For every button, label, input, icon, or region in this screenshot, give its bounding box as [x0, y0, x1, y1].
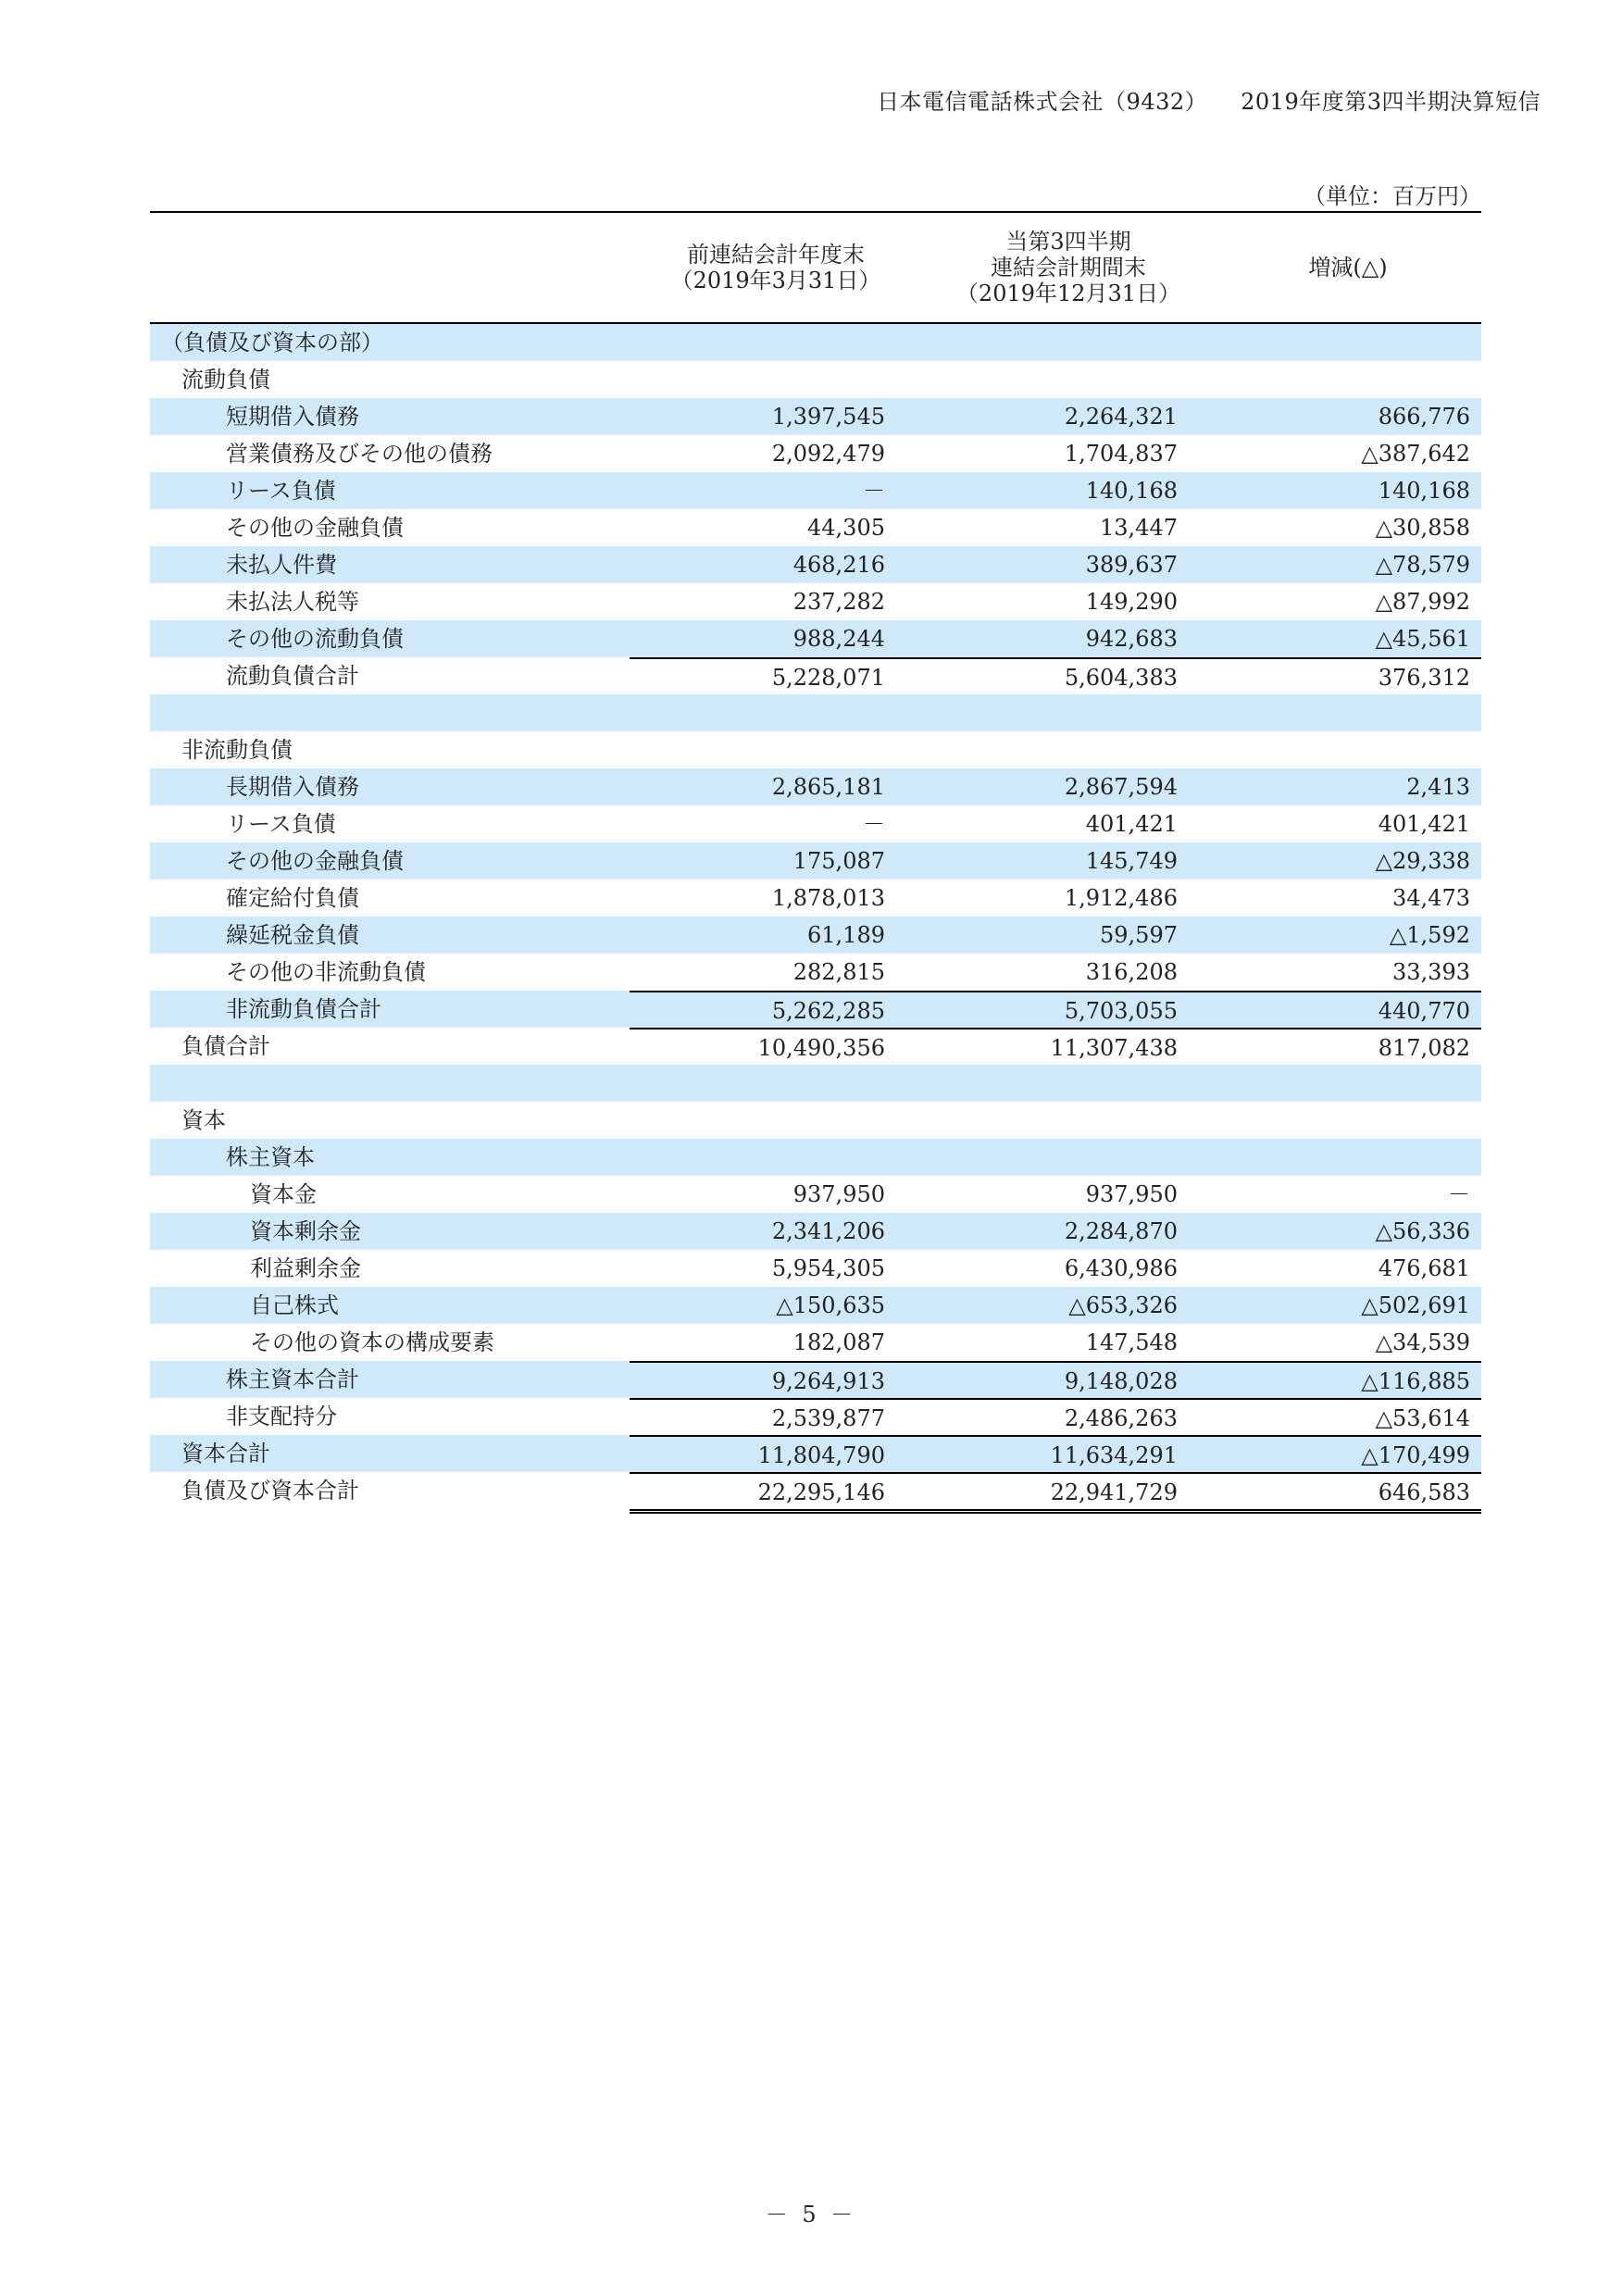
value-curr: 13,447 [1100, 515, 1178, 541]
value-curr: 59,597 [1100, 922, 1178, 948]
table-row [150, 546, 1481, 583]
value-curr: 145,749 [1085, 848, 1178, 874]
table-row [150, 620, 1481, 657]
value-curr: 22,941,729 [922, 1472, 1215, 1509]
table-row [150, 1139, 1481, 1176]
table-row [150, 435, 1481, 472]
table-row [150, 694, 1481, 731]
table-row [150, 361, 1481, 398]
value-prev: － [863, 478, 885, 504]
table-row [150, 1176, 1481, 1213]
row-label: その他の金融負債 [226, 515, 404, 541]
value-diff: － [1448, 1181, 1470, 1207]
row-label: 短期借入債務 [226, 404, 359, 430]
value-diff: 646,583 [1215, 1472, 1481, 1509]
table-row [150, 842, 1481, 880]
value-prev: 2,539,877 [630, 1398, 922, 1435]
value-prev: 2,341,206 [771, 1218, 885, 1244]
value-diff: 401,421 [1378, 811, 1470, 837]
table-row [150, 472, 1481, 509]
table-header [150, 211, 1481, 324]
row-label: 株主資本合計 [226, 1366, 359, 1392]
value-prev: 5,954,305 [771, 1255, 885, 1281]
row-label: 非支配持分 [226, 1404, 337, 1429]
value-diff: △53,614 [1215, 1398, 1481, 1435]
value-prev: 937,950 [792, 1181, 885, 1207]
value-curr: 2,284,870 [1064, 1218, 1178, 1244]
table-row [150, 324, 1481, 361]
table-row [150, 1250, 1481, 1287]
value-diff: 866,776 [1378, 404, 1470, 430]
row-label: 利益剰余金 [250, 1255, 361, 1281]
value-diff: △45,561 [1375, 626, 1470, 652]
table-total-row [150, 1435, 1481, 1472]
value-diff: 440,770 [1215, 991, 1481, 1028]
value-diff: △30,858 [1375, 515, 1470, 541]
row-label: 資本 [181, 1107, 226, 1133]
row-label: その他の金融負債 [226, 848, 404, 874]
table-total-row [150, 1028, 1481, 1065]
value-diff: △87,992 [1375, 589, 1470, 615]
row-label: 非流動負債 [181, 737, 293, 763]
value-curr: 5,604,383 [922, 657, 1215, 694]
value-diff: △502,691 [1361, 1292, 1470, 1318]
value-prev: 9,264,913 [630, 1361, 922, 1398]
grand-total-double-rule [630, 1509, 1481, 1514]
value-diff: △29,338 [1375, 848, 1470, 874]
page-number: － 5 － [765, 2202, 857, 2227]
value-prev: 5,262,285 [630, 991, 922, 1028]
row-label: 営業債務及びその他の債務 [226, 441, 493, 467]
value-curr: 2,264,321 [1064, 404, 1178, 430]
value-prev: 2,092,479 [771, 441, 885, 467]
row-label: 負債及び資本合計 [181, 1478, 359, 1504]
value-prev: 282,815 [792, 959, 885, 985]
value-prev: 22,295,146 [630, 1472, 922, 1509]
value-diff: △56,336 [1375, 1218, 1470, 1244]
table-body [150, 324, 1481, 1514]
row-label: 資本金 [250, 1181, 317, 1207]
row-label: 資本合計 [181, 1441, 270, 1466]
value-prev: － [863, 811, 885, 837]
value-diff: △34,539 [1375, 1329, 1470, 1355]
row-label: リース負債 [226, 478, 336, 504]
value-curr: 6,430,986 [1064, 1255, 1178, 1281]
row-label: その他の流動負債 [226, 626, 404, 652]
table-row [150, 583, 1481, 620]
row-label: 繰延税金負債 [226, 922, 359, 948]
value-prev: 175,087 [792, 848, 885, 874]
table-row [150, 731, 1481, 768]
row-label: 非流動負債合計 [226, 996, 381, 1022]
value-curr: 9,148,028 [922, 1361, 1215, 1398]
value-prev: △150,635 [776, 1292, 885, 1318]
row-label: （負債及び資本の部） [161, 330, 383, 356]
value-prev: 11,804,790 [630, 1435, 922, 1472]
value-prev: 44,305 [807, 515, 885, 541]
unit-label: （単位：百万円） [1304, 183, 1481, 209]
table-total-row [150, 1361, 1481, 1398]
row-label: 長期借入債務 [226, 774, 359, 800]
column-header-curr: 当第3四半期 連結会計期間末 （2019年12月31日） [955, 229, 1181, 306]
column-header-diff: 増減(△) [1308, 255, 1388, 281]
value-diff: △387,642 [1361, 441, 1470, 467]
row-label: 未払人件費 [226, 552, 337, 578]
report-title: 2019年度第3四半期決算短信 [1241, 89, 1541, 115]
row-label: 確定給付負債 [226, 885, 359, 911]
column-header-prev: 前連結会計年度末 （2019年3月31日） [670, 242, 881, 293]
value-prev: 61,189 [807, 922, 885, 948]
table-row [150, 509, 1481, 546]
value-prev: 5,228,071 [630, 657, 922, 694]
row-label: 自己株式 [250, 1292, 339, 1318]
row-label: その他の非流動負債 [226, 959, 426, 985]
value-curr: 389,637 [1085, 552, 1178, 578]
value-diff: 376,312 [1215, 657, 1481, 694]
table-row [150, 1287, 1481, 1324]
value-prev: 10,490,356 [630, 1028, 922, 1065]
value-prev: 1,878,013 [771, 885, 885, 911]
value-diff: △78,579 [1375, 552, 1470, 578]
value-curr: 1,704,837 [1064, 441, 1178, 467]
table-row [150, 1102, 1481, 1139]
value-curr: 937,950 [1085, 1181, 1178, 1207]
value-curr: 147,548 [1085, 1329, 1178, 1355]
table-row [150, 880, 1481, 917]
value-diff: △116,885 [1215, 1361, 1481, 1398]
value-curr: 942,683 [1085, 626, 1178, 652]
row-label: 資本剰余金 [250, 1218, 361, 1244]
value-diff: 140,168 [1378, 478, 1470, 504]
value-curr: 149,290 [1085, 589, 1178, 615]
row-label: 株主資本 [226, 1144, 315, 1170]
value-curr: 401,421 [1085, 811, 1178, 837]
value-curr: 2,867,594 [1064, 774, 1178, 800]
value-curr: 2,486,263 [922, 1398, 1215, 1435]
value-curr: 5,703,055 [922, 991, 1215, 1028]
value-prev: 988,244 [792, 626, 885, 652]
table-total-row [150, 1398, 1481, 1435]
company-name: 日本電信電話株式会社（9432） [877, 89, 1208, 115]
value-prev: 468,216 [792, 552, 885, 578]
value-prev: 182,087 [792, 1329, 885, 1355]
value-prev: 2,865,181 [771, 774, 885, 800]
table-row [150, 954, 1481, 991]
document-header [877, 83, 1541, 116]
value-diff: 817,082 [1215, 1028, 1481, 1065]
value-diff: 476,681 [1378, 1255, 1470, 1281]
value-prev: 1,397,545 [771, 404, 885, 430]
table-row [150, 398, 1481, 435]
value-curr: 316,208 [1085, 959, 1178, 985]
value-diff: △1,592 [1389, 922, 1470, 948]
value-curr: 1,912,486 [1064, 885, 1178, 911]
table-row [150, 1324, 1481, 1361]
row-label: その他の資本の構成要素 [250, 1329, 494, 1355]
value-curr: 11,307,438 [922, 1028, 1215, 1065]
table-row [150, 917, 1481, 954]
table-total-row [150, 657, 1481, 694]
table-row [150, 1213, 1481, 1250]
table-row [150, 805, 1481, 842]
table-row [150, 768, 1481, 805]
value-diff: △170,499 [1215, 1435, 1481, 1472]
value-diff: 34,473 [1392, 885, 1470, 911]
value-curr: 140,168 [1085, 478, 1178, 504]
value-curr: 11,634,291 [922, 1435, 1215, 1472]
row-label: 未払法人税等 [226, 589, 359, 615]
row-label: 負債合計 [181, 1033, 270, 1059]
value-diff: 2,413 [1406, 774, 1470, 800]
balance-sheet-table [150, 211, 1481, 1514]
table-total-row [150, 991, 1481, 1028]
table-total-row [150, 1472, 1481, 1509]
value-prev: 237,282 [792, 589, 885, 615]
row-label: 流動負債合計 [226, 663, 359, 689]
row-label: 流動負債 [181, 367, 270, 393]
table-row [150, 1065, 1481, 1102]
value-curr: △653,326 [1068, 1292, 1178, 1318]
value-diff: 33,393 [1392, 959, 1470, 985]
row-label: リース負債 [226, 811, 336, 837]
